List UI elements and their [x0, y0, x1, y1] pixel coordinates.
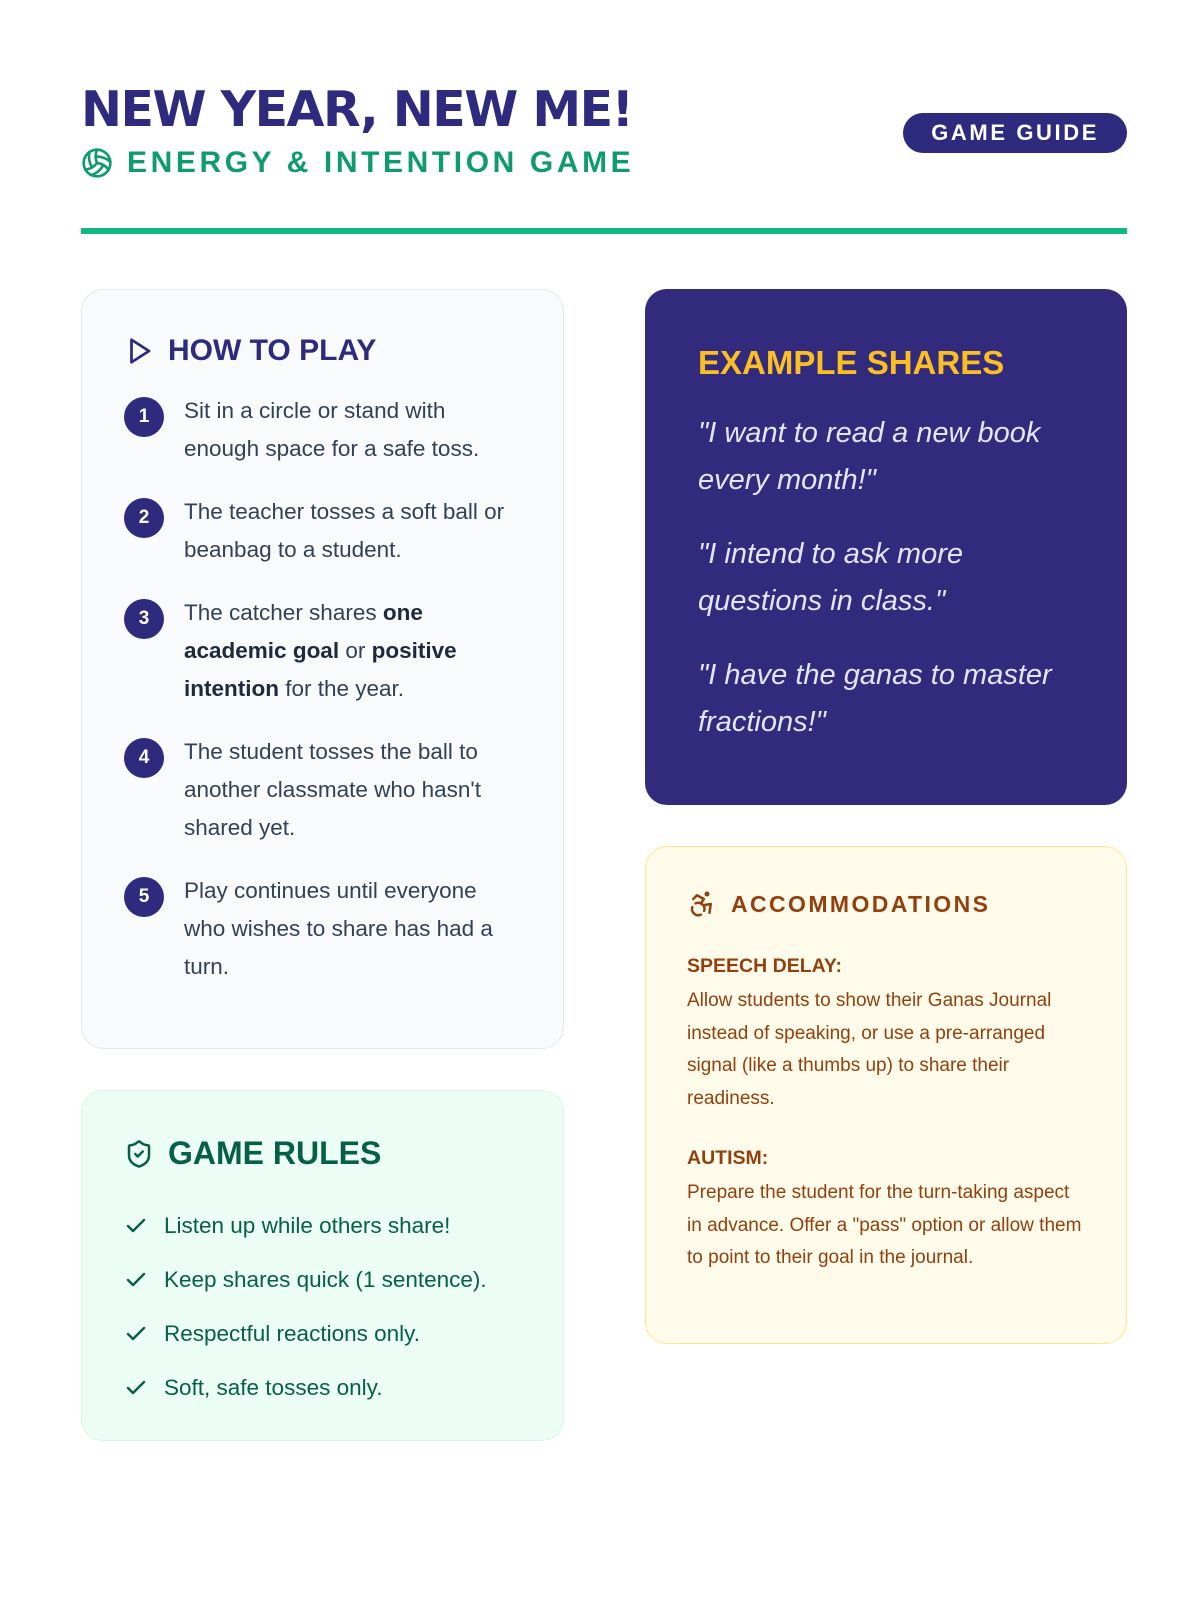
accommodation-text: Allow students to show their Ganas Journal instead of speaking, or use a pre-arranged signal (like a thumbs up) to share their readiness. — [687, 990, 1052, 1109]
step-text-emphasis: positive intention — [184, 638, 457, 701]
step-item — [124, 733, 523, 847]
game-rules-card — [81, 1090, 564, 1441]
step-item — [124, 872, 523, 986]
example-shares-title: EXAMPLE SHARES — [698, 344, 1005, 381]
how-to-play-card — [81, 289, 564, 1049]
step-item — [124, 594, 523, 708]
rule-text: Listen up while others share! — [164, 1213, 451, 1238]
step-text — [184, 594, 523, 708]
step-text: The teacher tosses a soft ball or beanbag to a student. — [184, 499, 505, 562]
how-to-play-title: HOW TO PLAY — [168, 334, 377, 367]
step-text-emphasis: one academic goal — [184, 600, 423, 663]
step-item — [124, 493, 523, 569]
check-icon — [124, 1322, 148, 1346]
check-icon — [124, 1214, 148, 1238]
example-quote: "I want to read a new book every month!" — [698, 417, 1041, 496]
step-text-part: for the year. — [278, 676, 405, 701]
check-icon — [124, 1376, 148, 1400]
page-title: NEW YEAR, NEW ME! — [81, 81, 633, 138]
step-text: Play continues until everyone who wishes to share has had a turn. — [184, 878, 493, 979]
accessibility-icon — [687, 889, 717, 919]
how-to-play-header — [124, 334, 523, 368]
rule-item — [124, 1253, 523, 1307]
step-text-part: The catcher shares — [184, 600, 383, 625]
rule-item — [124, 1361, 523, 1415]
volleyball-icon — [81, 147, 113, 179]
step-number: 5 — [124, 877, 164, 917]
step-text: The student tosses the ball to another classmate who hasn't shared yet. — [184, 739, 481, 840]
check-icon — [124, 1268, 148, 1292]
example-shares-card — [645, 289, 1127, 805]
rule-text: Soft, safe tosses only. — [164, 1375, 383, 1400]
play-icon — [124, 336, 154, 366]
example-quote: "I have the ganas to master fractions!" — [698, 659, 1052, 738]
steps-list — [124, 392, 523, 986]
step-text-part: or — [339, 638, 372, 663]
accommodations-header — [687, 889, 1086, 919]
rule-text: Respectful reactions only. — [164, 1321, 420, 1346]
example-quote: "I intend to ask more questions in class." — [698, 538, 963, 617]
page-header — [81, 80, 1127, 190]
accommodations-title: ACCOMMODATIONS — [731, 890, 991, 917]
subtitle-text: ENERGY & INTENTION GAME — [127, 146, 635, 179]
step-item — [124, 392, 523, 468]
game-rules-title: GAME RULES — [168, 1135, 382, 1171]
step-number: 2 — [124, 498, 164, 538]
accommodation-label: AUTISM: — [687, 1147, 769, 1169]
accommodation-text: Prepare the student for the turn-taking aspect in advance. Offer a "pass" option or allow them to point to their goal in the journal. — [687, 1182, 1082, 1268]
step-number: 3 — [124, 599, 164, 639]
rules-list — [124, 1199, 523, 1415]
game-rules-header — [124, 1135, 523, 1172]
rule-text: Keep shares quick (1 sentence). — [164, 1267, 487, 1292]
game-guide-badge: GAME GUIDE — [903, 113, 1127, 153]
rule-item — [124, 1199, 523, 1253]
step-number: 1 — [124, 397, 164, 437]
step-number: 4 — [124, 738, 164, 778]
accommodation-label: SPEECH DELAY: — [687, 955, 842, 977]
shield-check-icon — [124, 1139, 154, 1169]
accommodations-card — [645, 846, 1127, 1344]
header-divider — [81, 228, 1127, 234]
rule-item — [124, 1307, 523, 1361]
step-text: Sit in a circle or stand with enough space for a safe toss. — [184, 398, 480, 461]
